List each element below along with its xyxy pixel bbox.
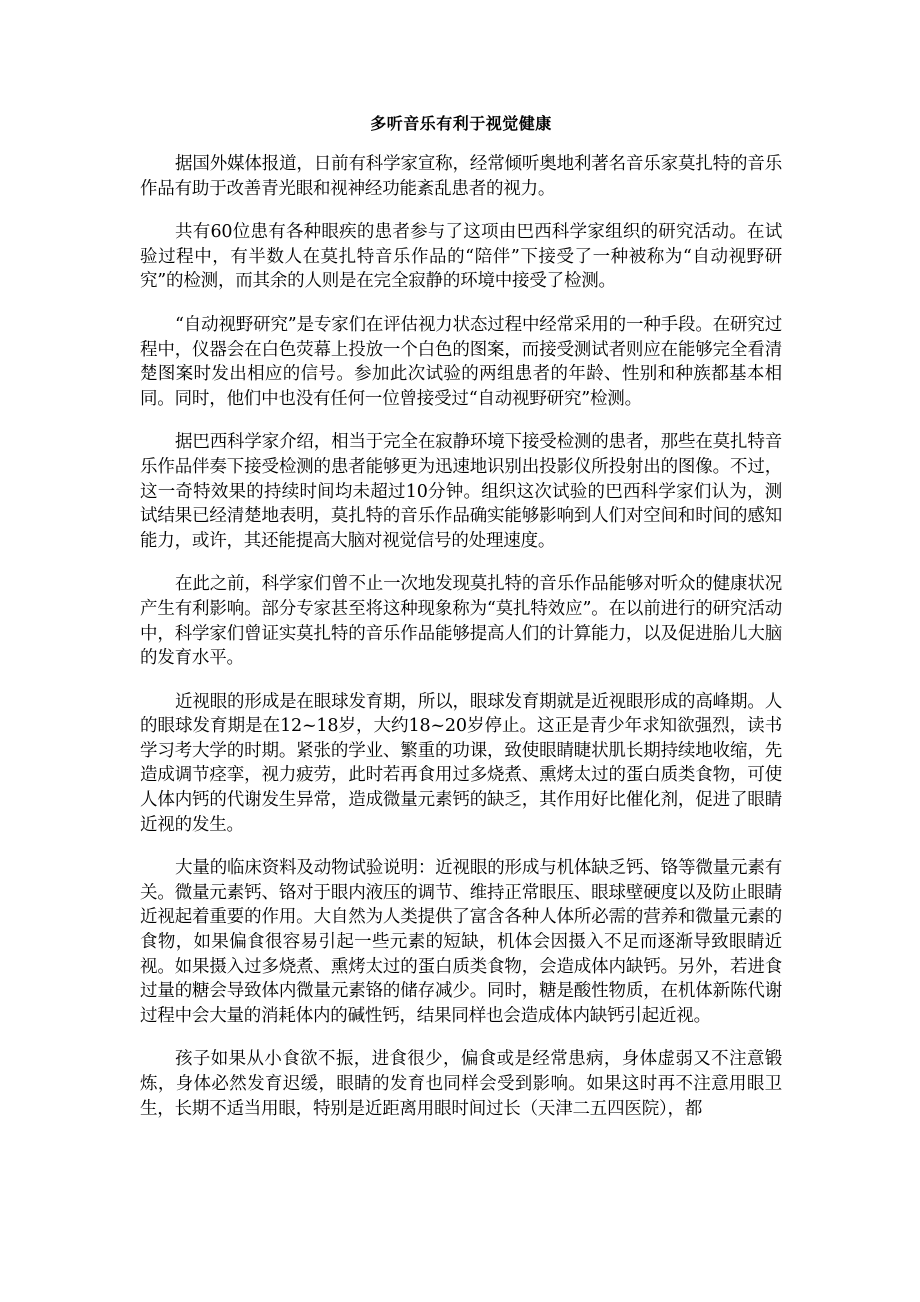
paragraph-5: 在此之前，科学家们曾不止一次地发现莫扎特的音乐作品能够对听众的健康状况产生有利影响。部分专家甚至将这种现象称为“莫扎特效应”。在以前进行的研究活动中，科学家们曾证实莫扎特的音乐作品能够提高人们的计算能力，以及促进胎儿大脑的发育水平。 bbox=[140, 574, 782, 669]
paragraph-6: 近视眼的形成是在眼球发育期，所以，眼球发育期就是近视眼形成的高峰期。人的眼球发育期是在12~18岁，大约18~20岁停止。这正是青少年求知欲强烈，读书学习考大学的时期。紧张的学业、繁重的功课，致使眼睛睫状肌长期持续地收缩，先造成调节痉挛，视力疲劳，此时若再食用过多烧煮、熏烤太过的蛋白质类食物，可使人体内钙的代谢发生异常，造成微量元素钙的缺乏，其作用好比催化剂，促进了眼睛近视的发生。 bbox=[140, 691, 782, 835]
paragraph-7: 大量的临床资料及动物试验说明：近视眼的形成与机体缺乏钙、铬等微量元素有关。微量元素钙、铬对于眼内液压的调节、维持正常眼压、眼球壁硬度以及防止眼睛近视起着重要的作用。大自然为人类提供了富含各种人体所必需的营养和微量元素的食物，如果偏食很容易引起一些元素的短缺，机体会因摄入不足而逐渐导致眼睛近视。如果摄入过多烧煮、熏烤太过的蛋白质类食物，会造成体内缺钙。另外，若进食过量的糖会导致体内微量元素铬的储存减少。同时，糖是酸性物质，在机体新陈代谢过程中会大量的消耗体内的碱性钙，结果同样也会造成体内缺钙引起近视。 bbox=[140, 858, 782, 1026]
paragraph-3: “自动视野研究”是专家们在评估视力状态过程中经常采用的一种手段。在研究过程中，仪器会在白色荧幕上投放一个白色的图案，而接受测试者则应在能够完全看清楚图案时发出相应的信号。参加此次试验的两组患者的年龄、性别和种族都基本相同。同时，他们中也没有任何一位曾接受过“自动视野研究”检测。 bbox=[140, 314, 782, 409]
document-body bbox=[140, 112, 782, 1140]
document-title: 多听音乐有利于视觉健康 bbox=[370, 114, 552, 133]
paragraph-4: 据巴西科学家介绍，相当于完全在寂静环境下接受检测的患者，那些在莫扎特音乐作品伴奏下接受检测的患者能够更为迅速地识别出投影仪所投射出的图像。不过，这一奇特效果的持续时间均未超过10分钟。组织这次试验的巴西科学家们认为，测试结果已经清楚地表明，莫扎特的音乐作品确实能够影响到人们对空间和时间的感知能力，或许，其还能提高大脑对视觉信号的处理速度。 bbox=[140, 432, 782, 551]
paragraph-8: 孩子如果从小食欲不振，进食很少，偏食或是经常患病，身体虚弱又不注意锻炼，身体必然发育迟缓，眼睛的发育也同样会受到影响。如果这时再不注意用眼卫生，长期不适当用眼，特别是近距离用眼时间过长（天津二五四医院），都 bbox=[140, 1049, 782, 1119]
paragraph-1: 据国外媒体报道，日前有科学家宣称，经常倾听奥地利著名音乐家莫扎特的音乐作品有助于改善青光眼和视神经功能紊乱患者的视力。 bbox=[140, 154, 782, 199]
paragraph-2: 共有60位患有各种眼疾的患者参与了这项由巴西科学家组织的研究活动。在试验过程中，有半数人在莫扎特音乐作品的“陪伴”下接受了一种被称为“自动视野研究”的检测，而其余的人则是在完全寂静的环境中接受了检测。 bbox=[140, 222, 782, 292]
